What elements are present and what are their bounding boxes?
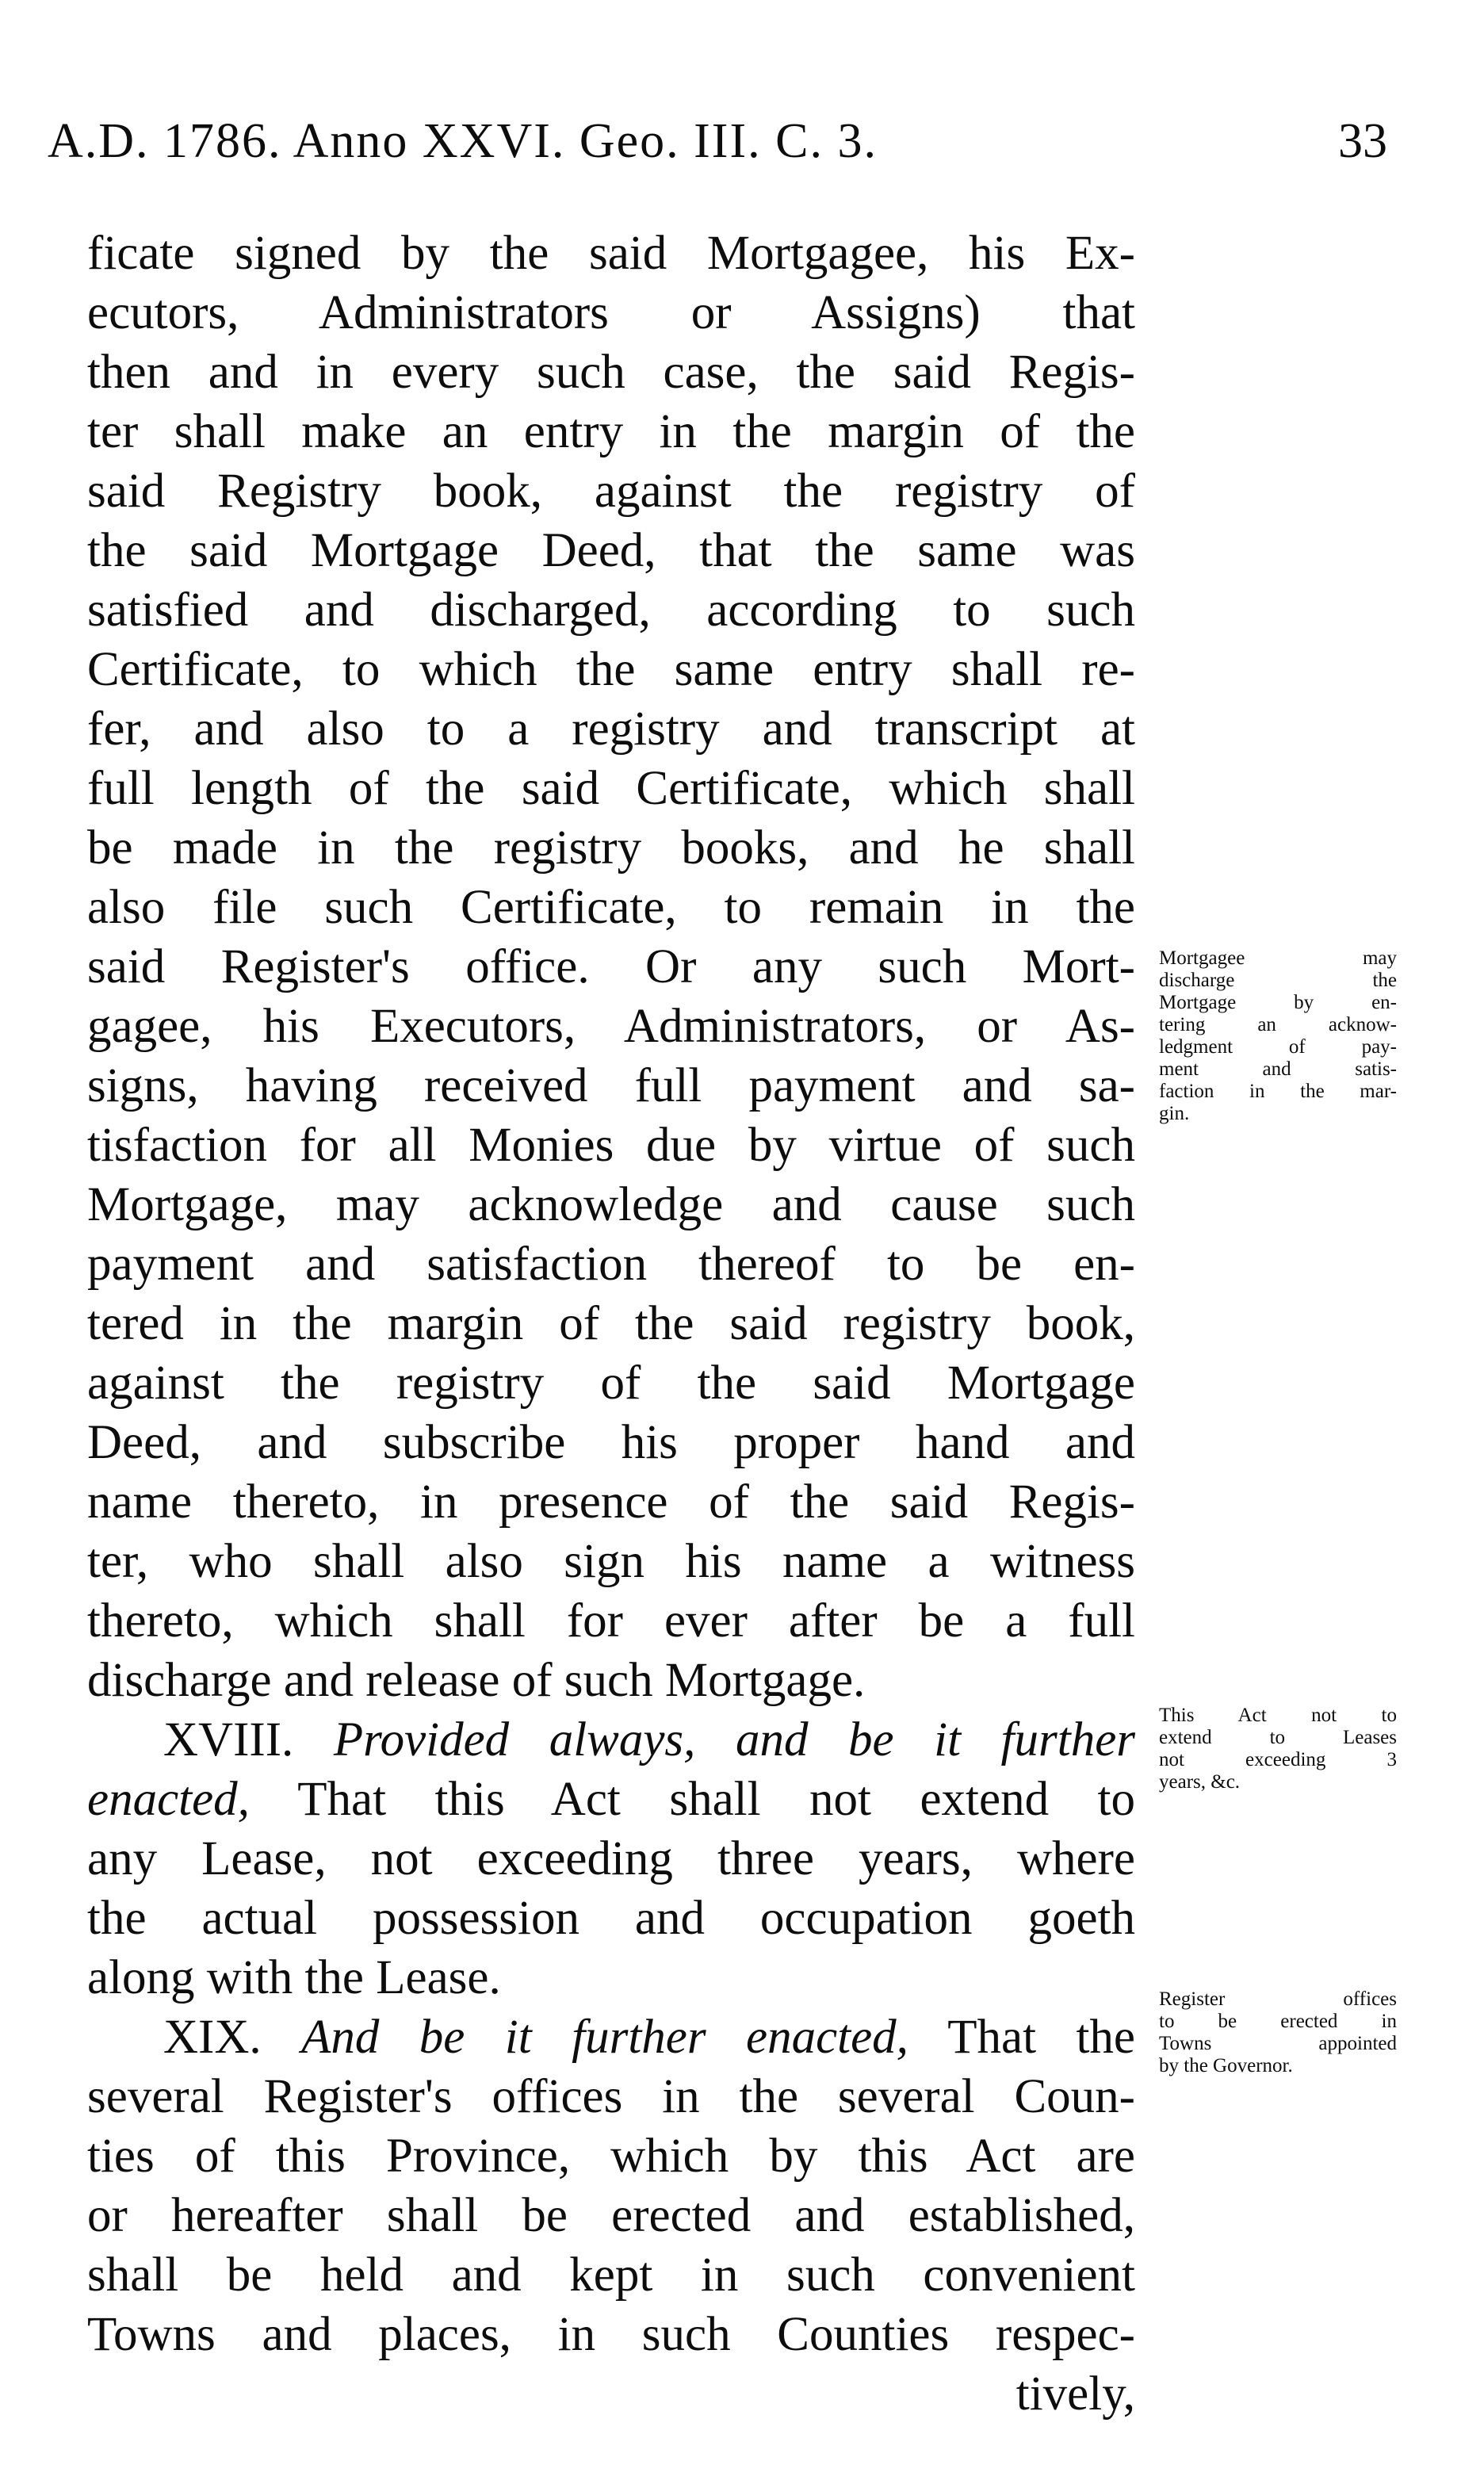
text-line: said Registry book, against the registry of [87,465,1135,518]
enacted-italic: enacted, [87,1773,250,1826]
margin-note-line: This Act not to [1159,1705,1397,1726]
text-run: That this Act shall not extend to [249,1773,1135,1826]
margin-note-line: ment and satis- [1159,1058,1397,1080]
margin-note-register-offices [1159,1988,1397,2077]
text-line: also file such Certificate, to remain in the [87,881,1135,934]
catchword-line: tively, [1015,2367,1135,2421]
section-xix-heading-line [87,2007,1135,2067]
page-header [48,109,1387,173]
margin-note-line: faction in the mar- [1159,1081,1397,1102]
text-line: be made in the registry books, and he shall [87,821,1135,875]
text-line: or hereafter shall be erected and established, [87,2189,1135,2242]
margin-note-line: ledgment of pay- [1159,1036,1397,1058]
text-line: ecutors, Administrators or Assigns) that [87,286,1135,339]
body-text [87,224,1135,2424]
text-line: satisfied and discharged, according to such [87,584,1135,637]
text-line: the said Mortgage Deed, that the same was [87,524,1135,577]
text-line: thereto, which shall for ever after be a full [87,1594,1135,1648]
section-xviii-heading-line [87,1710,1135,1770]
text-line: signs, having received full payment and sa- [87,1059,1135,1112]
text-line: gagee, his Executors, Administrators, or As- [87,1000,1135,1053]
text-line: against the registry of the said Mortgage [87,1357,1135,1410]
margin-note-line: Towns appointed [1159,2033,1397,2054]
margin-note-line: Mortgage by en- [1159,992,1397,1013]
text-line: payment and satisfaction thereof to be en- [87,1238,1135,1291]
text-line: any Lease, not exceeding three years, where [87,1832,1135,1885]
enacting-clause-italic: And be it further enacted, [301,2011,908,2064]
margin-note-line: Register offices [1159,1988,1397,2010]
margin-note-line: years, &c. [1159,1771,1241,1793]
text-line: Towns and places, in such Counties respec- [87,2308,1135,2361]
text-line: along with the Lease. [87,1951,501,2004]
text-line: name thereto, in presence of the said Regis- [87,1475,1135,1529]
margin-note-line: by the Governor. [1159,2055,1293,2076]
text-line: ter shall make an entry in the margin of the [87,405,1135,458]
section-number-xviii: XVIII. [163,1713,334,1766]
text-line: shall be held and kept in such convenient [87,2248,1135,2302]
text-line: discharge and release of such Mortgage. [87,1654,866,1707]
text-line: ficate signed by the said Mortgagee, his Ex- [87,227,1135,280]
page-number: 33 [1338,114,1387,168]
text-line: ties of this Province, which by this Act are [87,2130,1135,2183]
text-run: That the [908,2011,1135,2064]
margin-note-line: Mortgagee may [1159,947,1397,969]
text-line: then and in every such case, the said Regis- [87,346,1135,399]
margin-note-line: not exceeding 3 [1159,1749,1397,1770]
margin-note-mortgage-discharge [1159,947,1397,1125]
text-line: fer, and also to a registry and transcript at [87,702,1135,756]
text-line: full length of the said Certificate, which shall [87,762,1135,815]
text-line: several Register's offices in the several Coun- [87,2070,1135,2123]
enacting-clause-italic: Provided always, and be it further [333,1713,1136,1766]
text-line: tisfaction for all Monies due by virtue of such [87,1119,1135,1172]
text-line: the actual possession and occupation goeth [87,1892,1135,1945]
running-head: A.D. 1786. Anno XXVI. Geo. III. C. 3. [48,114,878,168]
margin-note-leases [1159,1705,1397,1793]
text-line: Deed, and subscribe his proper hand and [87,1416,1135,1469]
text-line: tered in the margin of the said registry book, [87,1297,1135,1350]
text-line: ter, who shall also sign his name a witness [87,1535,1135,1588]
margin-note-line: gin. [1159,1103,1190,1124]
text-line [87,1770,1135,1829]
margin-note-line: extend to Leases [1159,1727,1397,1748]
margin-note-line: discharge the [1159,970,1397,991]
text-line: Certificate, to which the same entry shall re- [87,643,1135,696]
margin-note-line: to be erected in [1159,2011,1397,2032]
section-number-xix: XIX. [163,2011,302,2064]
text-line: said Register's office. Or any such Mort- [87,940,1135,993]
text-line: Mortgage, may acknowledge and cause such [87,1178,1135,1231]
margin-note-line: tering an acknow- [1159,1014,1397,1035]
